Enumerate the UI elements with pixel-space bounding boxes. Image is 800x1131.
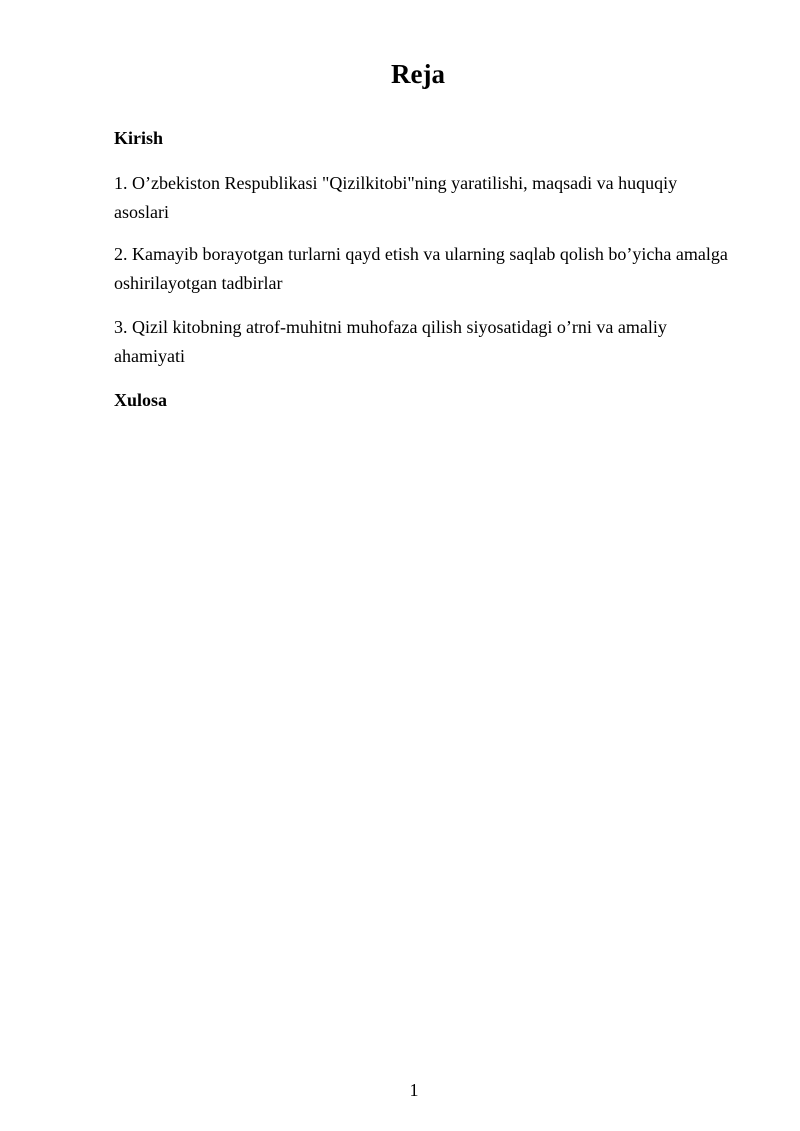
document-title: Reja bbox=[391, 59, 445, 89]
page-number: 1 bbox=[409, 1080, 419, 1100]
intro-heading: Kirish bbox=[114, 128, 164, 148]
plan-item-1: 1. O’zbekiston Respublikasi "Qizilkitobi"ning yaratilishi, maqsadi va huquqiy asoslari bbox=[114, 173, 678, 222]
plan-item-3: 3. Qizil kitobning atrof-muhitni muhofaza qilish siyosatidagi o’rni va amaliy ahamiyati bbox=[114, 317, 667, 366]
plan-item-2: 2. Kamayib borayotgan turlarni qayd etish va ularning saqlab qolish bo’yicha amalga oshirilayotgan tadbirlar bbox=[114, 244, 728, 293]
conclusion-heading: Xulosa bbox=[114, 390, 168, 410]
